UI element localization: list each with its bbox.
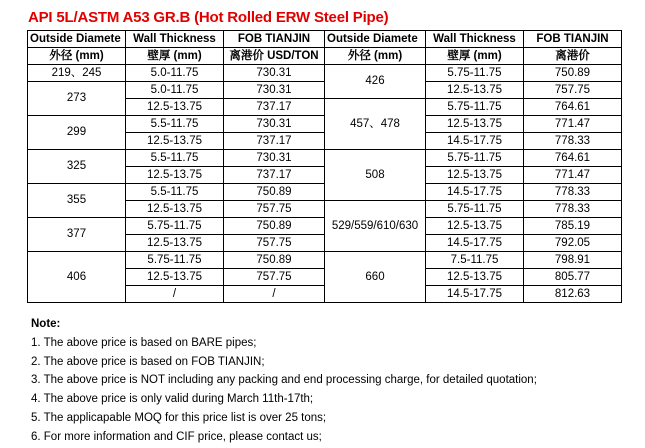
note-item: 3. The above price is NOT including any packing and end processing charge, for detailed quotation; — [31, 374, 537, 387]
fob-price-cell: 737.17 — [224, 99, 325, 116]
fob-price-cell-right: 757.75 — [524, 82, 622, 99]
header-row-en — [28, 31, 622, 48]
fob-price-cell: 737.17 — [224, 167, 325, 184]
outside-diameter-cell-right: 529/559/610/630 — [325, 201, 426, 252]
header-od-zh-right: 外径 (mm) — [325, 48, 426, 65]
header-wall-thickness-right: Wall Thickness — [426, 31, 524, 48]
fob-price-cell-right: 812.63 — [524, 286, 622, 303]
wall-thickness-cell-right: 12.5-13.75 — [426, 116, 524, 133]
wall-thickness-cell-right: 12.5-13.75 — [426, 82, 524, 99]
fob-price-cell: 757.75 — [224, 269, 325, 286]
fob-price-cell: 757.75 — [224, 201, 325, 218]
header-od-zh: 外径 (mm) — [28, 48, 126, 65]
price-table — [27, 30, 622, 303]
fob-price-cell-right: 764.61 — [524, 99, 622, 116]
header-price-zh: 离港价 USD/TON — [224, 48, 325, 65]
wall-thickness-cell: 5.5-11.75 — [126, 116, 224, 133]
wall-thickness-cell: 5.0-11.75 — [126, 65, 224, 82]
header-outside-diameter-right: Outside Diamete — [325, 31, 426, 48]
fob-price-cell: 750.89 — [224, 184, 325, 201]
page-title: API 5L/ASTM A53 GR.B (Hot Rolled ERW Steel Pipe) — [28, 9, 389, 26]
fob-price-cell-right: 785.19 — [524, 218, 622, 235]
outside-diameter-cell: 406 — [28, 252, 126, 303]
note-item: 5. The applicapable MOQ for this price list is over 25 tons; — [31, 411, 327, 424]
wall-thickness-cell: 5.75-11.75 — [126, 252, 224, 269]
wall-thickness-cell: 5.0-11.75 — [126, 82, 224, 99]
fob-price-cell-right: 771.47 — [524, 116, 622, 133]
outside-diameter-cell: 377 — [28, 218, 126, 252]
outside-diameter-cell: 299 — [28, 116, 126, 150]
outside-diameter-cell-right: 457、478 — [325, 99, 426, 150]
fob-price-cell: 757.75 — [224, 235, 325, 252]
outside-diameter-cell: 325 — [28, 150, 126, 184]
wall-thickness-cell: 12.5-13.75 — [126, 269, 224, 286]
fob-price-cell-right: 798.91 — [524, 252, 622, 269]
wall-thickness-cell-right: 12.5-13.75 — [426, 167, 524, 184]
outside-diameter-cell-right: 426 — [325, 65, 426, 99]
wall-thickness-cell: 12.5-13.75 — [126, 167, 224, 184]
note-item: 6. For more information and CIF price, please contact us; — [31, 430, 322, 443]
table-row — [28, 65, 622, 82]
fob-price-cell: 730.31 — [224, 150, 325, 167]
wall-thickness-cell: 5.5-11.75 — [126, 150, 224, 167]
notes-section — [31, 315, 537, 447]
note-item: 1. The above price is based on BARE pipes; — [31, 336, 257, 349]
fob-price-cell-right: 764.61 — [524, 150, 622, 167]
header-row-zh — [28, 48, 622, 65]
fob-price-cell: 750.89 — [224, 218, 325, 235]
wall-thickness-cell: 5.75-11.75 — [126, 218, 224, 235]
header-outside-diameter: Outside Diamete — [28, 31, 126, 48]
wall-thickness-cell-right: 14.5-17.75 — [426, 286, 524, 303]
table-row — [28, 150, 622, 167]
outside-diameter-cell: 273 — [28, 82, 126, 116]
wall-thickness-cell: / — [126, 286, 224, 303]
wall-thickness-cell-right: 14.5-17.75 — [426, 184, 524, 201]
wall-thickness-cell-right: 7.5-11.75 — [426, 252, 524, 269]
wall-thickness-cell-right: 12.5-13.75 — [426, 218, 524, 235]
wall-thickness-cell: 12.5-13.75 — [126, 201, 224, 218]
wall-thickness-cell-right: 5.75-11.75 — [426, 99, 524, 116]
wall-thickness-cell-right: 14.5-17.75 — [426, 133, 524, 150]
wall-thickness-cell: 12.5-13.75 — [126, 99, 224, 116]
header-wall-zh-right: 壁厚 (mm) — [426, 48, 524, 65]
fob-price-cell-right: 805.77 — [524, 269, 622, 286]
header-price-zh-right: 离港价 — [524, 48, 622, 65]
fob-price-cell: 737.17 — [224, 133, 325, 150]
wall-thickness-cell-right: 14.5-17.75 — [426, 235, 524, 252]
header-fob-tianjin-right: FOB TIANJIN — [524, 31, 622, 48]
wall-thickness-cell-right: 12.5-13.75 — [426, 269, 524, 286]
wall-thickness-cell-right: 5.75-11.75 — [426, 65, 524, 82]
wall-thickness-cell-right: 5.75-11.75 — [426, 150, 524, 167]
fob-price-cell-right: 792.05 — [524, 235, 622, 252]
fob-price-cell-right: 750.89 — [524, 65, 622, 82]
outside-diameter-cell-right: 660 — [325, 252, 426, 303]
outside-diameter-cell: 219、245 — [28, 65, 126, 82]
notes-title: Note: — [31, 318, 61, 330]
fob-price-cell-right: 778.33 — [524, 201, 622, 218]
fob-price-cell: 730.31 — [224, 82, 325, 99]
outside-diameter-cell-right: 508 — [325, 150, 426, 201]
header-wall-zh: 壁厚 (mm) — [126, 48, 224, 65]
fob-price-cell: 750.89 — [224, 252, 325, 269]
wall-thickness-cell: 5.5-11.75 — [126, 184, 224, 201]
fob-price-cell-right: 771.47 — [524, 167, 622, 184]
fob-price-cell-right: 778.33 — [524, 133, 622, 150]
wall-thickness-cell-right: 5.75-11.75 — [426, 201, 524, 218]
wall-thickness-cell: 12.5-13.75 — [126, 235, 224, 252]
fob-price-cell: 730.31 — [224, 65, 325, 82]
outside-diameter-cell: 355 — [28, 184, 126, 218]
note-item: 4. The above price is only valid during March 11th-17th; — [31, 393, 314, 406]
fob-price-cell-right: 778.33 — [524, 184, 622, 201]
fob-price-cell: 730.31 — [224, 116, 325, 133]
wall-thickness-cell: 12.5-13.75 — [126, 133, 224, 150]
note-item: 2. The above price is based on FOB TIANJIN; — [31, 355, 265, 368]
header-fob-tianjin: FOB TIANJIN — [224, 31, 325, 48]
table-row — [28, 252, 622, 269]
header-wall-thickness: Wall Thickness — [126, 31, 224, 48]
fob-price-cell: / — [224, 286, 325, 303]
